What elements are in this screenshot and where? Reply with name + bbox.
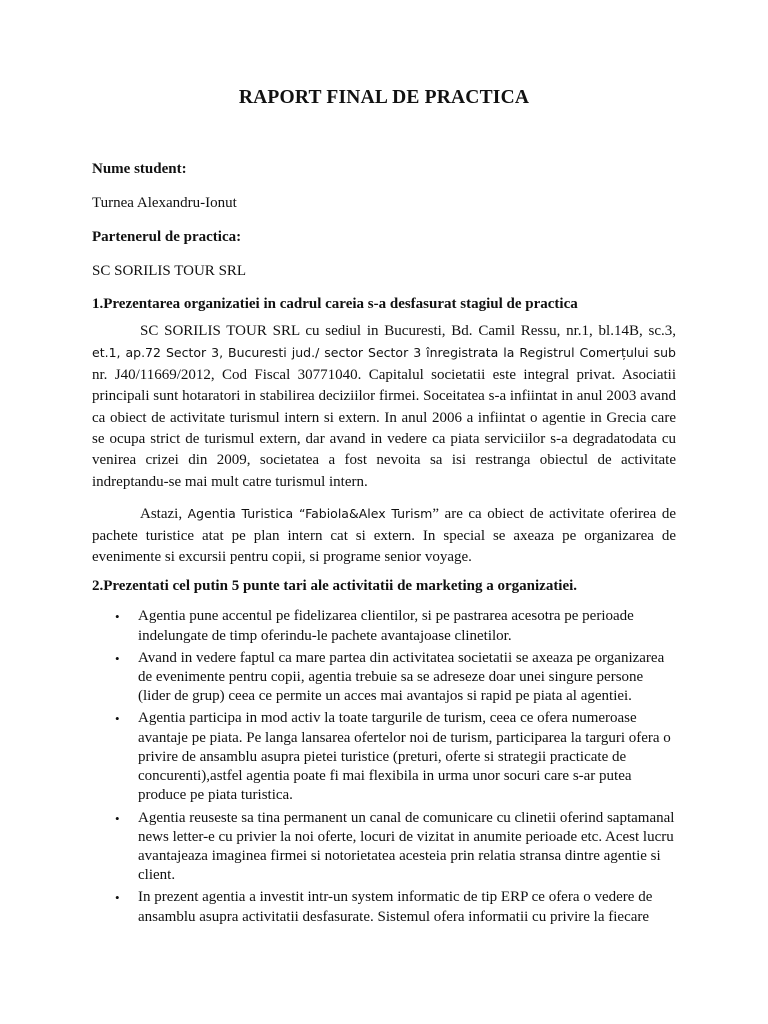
paragraph-1-part-b: et.1, ap.72 Sector 3, Bucuresti jud./ sector Sector 3 înregistrata la Registrul Comerțului sub: [92, 345, 676, 361]
partner-label: Partenerul de practica:: [92, 229, 242, 245]
student-name: Turnea Alexandru-Ionut: [92, 195, 237, 211]
list-item: • Agentia reuseste sa tina permanent un canal de comunicare cu clinetii oferind saptamanal news letter-e cu privier la noi oferte, locuri de vizitat in anumite perioade etc. Acest lucru avantajeaza imaginea firmei si notorietatea acesteia prin relatia stransa dintre agentie si client.: [115, 809, 675, 884]
list-item: • Agentia pune accentul pe fidelizarea clientilor, si pe pastrarea acesotra pe perioade indelungate de timp oferindu-le pachete avantajoase clinetilor.: [115, 608, 634, 644]
bullet-icon: •: [115, 890, 120, 906]
bullet-icon: •: [115, 650, 120, 666]
list-item: • Avand in vedere faptul ca mare partea din activitatea societatii se axeaza pe organizarea de evenimente pentru copii, agentia trebuie sa se adreseze doar unei singure persone (lider de grup) ceea ce permite un acces mai avantajos si rapid pe piata al agentiei.: [115, 649, 665, 705]
student-label: Nume student:: [92, 161, 187, 177]
paragraph-2-part-a: Astazi,: [140, 506, 188, 523]
list-item: • In prezent agentia a investit intr-un system informatic de tip ERP ce ofera o vedere de ansamblu asupra activitatii desfasurate. Sistemul ofera informatii cu privire la fiecare: [115, 889, 653, 925]
partner-name: SC SORILIS TOUR SRL: [92, 263, 247, 279]
document-title: RAPORT FINAL DE PRACTICA: [238, 87, 530, 108]
bullet-icon: •: [115, 810, 120, 826]
section-1-heading: 1.Prezentarea organizatiei in cadrul careia s-a desfasurat stagiul de practica: [92, 296, 578, 312]
list-item: • Agentia participa in mod activ la toate targurile de turism, ceea ce ofera numeroase avantaje pe piata. Pe langa lansarea ofertelor noi de turism, participarea la targuri ofera o privire de ansamblu asupra pietei turistice (preturi, oferte si strategii practicate de concurenti),astfel agentia poate fi mai flexibila in urma unor socuri care s-ar putea produce pe piata turistica.: [115, 710, 671, 804]
paragraph-1-part-a: SC SORILIS TOUR SRL cu sediul in Bucuresti, Bd. Camil Ressu, nr.1, bl.14B, sc.3,: [140, 323, 676, 339]
section-2-heading: 2.Prezentati cel putin 5 punte tari ale activitatii de marketing a organizatiei.: [92, 578, 578, 595]
section-1-paragraph-2: [92, 503, 676, 568]
strengths-list: [92, 607, 676, 926]
paragraph-2-part-c: ” are ca obiect de activitate oferirea de pachete turistice atat pe plan intern cat si extern. In special se axeaza pe organizarea de evenimente si excursii pentru copii, si programe senior voyage.: [92, 506, 677, 566]
paragraph-2-part-b: Agentia Turistica “Fabiola&Alex Turism: [187, 506, 433, 522]
paragraph-1-part-c: nr. J40/11669/2012, Cod Fiscal 30771040. Capitalul societatii este integral privat. Asociatii principali sunt hotaratori in stabilirea deciziilor firmei. Soceitatea s-a infiintat in anul 2003 avand ca obiect de activitate turismul intern si extern. In anul 2006 a infiintat o agentie in Grecia care se ocupa strict de turismul extern, dar avand in vedere ca piata serviciilor s-a degradatodata cu venirea crizei din 2009, societatea a fost nevoita sa isi restranga obiectul de activitate indreptandu-se mai mult catre turismul intern.: [92, 366, 676, 490]
bullet-icon: •: [115, 711, 120, 727]
bullet-icon: •: [115, 609, 120, 625]
section-1-paragraph-1: [92, 321, 676, 493]
